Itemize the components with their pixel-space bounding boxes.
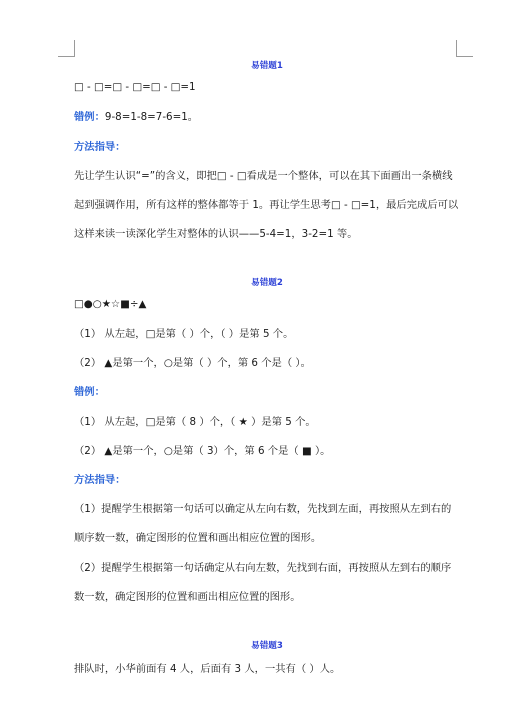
method-line: （2）提醒学生根据第一句话确定从右向左数，先找到右面，再按照从左到右的顺序	[74, 562, 452, 574]
question-2: （2） ▲是第一个，○是第（ ）个，第 6 个是（ ）。	[74, 357, 311, 369]
problem-3: 排队时，小华前面有 4 人，后面有 3 人，一共有（ ）人。	[74, 663, 341, 675]
section-title-1: 易错题1	[251, 61, 283, 71]
shape-sequence: □●○★☆■÷▲	[74, 298, 147, 310]
method-line: 这样来读一读深化学生对整体的认识——5-4=1，3-2=1 等。	[74, 228, 358, 240]
page-corner-mark-top-left	[58, 40, 75, 57]
section-title-3: 易错题3	[251, 641, 283, 651]
method-line: 起到强调作用，所有这样的整体都等于 1。再让学生思考□ - □=1，最后完成后可以	[74, 199, 459, 211]
error-text: 9-8=1-8=7-6=1。	[104, 111, 199, 123]
section-title-2: 易错题2	[251, 278, 283, 288]
method-line: 先让学生认识“=”的含义，即把□ - □看成是一个整体，可以在其下面画出一条横线	[74, 170, 453, 182]
question-1: （1） 从左起，□是第（ ）个，（ ）是第 5 个。	[74, 328, 294, 340]
error-example-1	[74, 110, 198, 124]
method-line: 数一数，确定图形的位置和画出相应位置的图形。	[74, 591, 301, 603]
problem-1: □ - □=□ - □=□ - □=1	[74, 81, 196, 93]
error-label-2: 错例：	[74, 386, 105, 398]
method-line: （1）提醒学生根据第一句话可以确定从左向右数，先找到左面，再按照从左到右的	[74, 503, 452, 515]
error-label: 错例：	[74, 111, 105, 123]
method-label-1: 方法指导：	[74, 141, 126, 153]
error-answer-2: （2） ▲是第一个，○是第（ 3）个，第 6 个是（ ■ ）。	[74, 445, 331, 457]
method-line: 顺序数一数，确定图形的位置和画出相应位置的图形。	[74, 532, 322, 544]
method-label-2: 方法指导：	[74, 474, 126, 486]
error-answer-1: （1） 从左起，□是第（ 8 ）个，（ ★ ）是第 5 个。	[74, 416, 316, 428]
page-corner-mark-top-right	[456, 40, 473, 57]
